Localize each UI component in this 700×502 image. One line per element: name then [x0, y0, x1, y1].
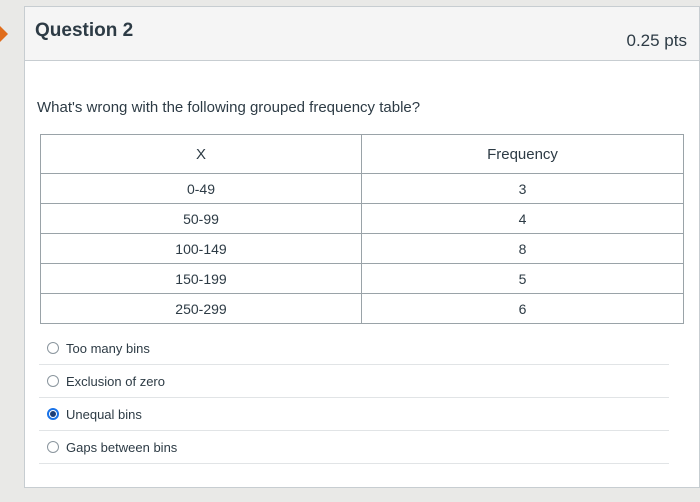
radio-button[interactable] [47, 441, 59, 453]
answer-option-gaps-between-bins[interactable] [39, 431, 669, 464]
question-points: 0.25 pts [626, 31, 687, 50]
table-row [41, 174, 684, 204]
cell-frequency: 3 [362, 174, 684, 204]
answer-label: Too many bins [66, 340, 150, 356]
column-header-frequency: Frequency [362, 135, 684, 174]
cell-frequency: 5 [362, 264, 684, 294]
question-card [24, 6, 700, 488]
cell-x: 150-199 [41, 264, 362, 294]
question-text: What's wrong with the following grouped frequency table? [37, 99, 421, 116]
table-header-row [41, 135, 684, 174]
radio-button[interactable] [47, 375, 59, 387]
frequency-table [40, 134, 684, 324]
column-header-x: X [41, 135, 362, 174]
answer-label: Exclusion of zero [66, 373, 165, 389]
cell-frequency: 6 [362, 294, 684, 324]
table-row [41, 234, 684, 264]
cell-x: 0-49 [41, 174, 362, 204]
cell-x: 100-149 [41, 234, 362, 264]
cell-x: 250-299 [41, 294, 362, 324]
table-row [41, 264, 684, 294]
radio-button[interactable] [47, 342, 59, 354]
cell-frequency: 8 [362, 234, 684, 264]
question-title: Question 2 [35, 20, 134, 41]
radio-button-selected[interactable] [47, 408, 59, 420]
answer-label: Gaps between bins [66, 439, 178, 455]
cell-frequency: 4 [362, 204, 684, 234]
answer-option-unequal-bins[interactable] [39, 398, 669, 431]
table-row [41, 204, 684, 234]
cell-x: 50-99 [41, 204, 362, 234]
answer-label: Unequal bins [66, 406, 142, 422]
answer-option-exclusion-of-zero[interactable] [39, 365, 669, 398]
question-flag-marker [0, 26, 8, 42]
table-row [41, 294, 684, 324]
answer-option-too-many-bins[interactable] [39, 332, 669, 365]
question-header [25, 7, 699, 61]
